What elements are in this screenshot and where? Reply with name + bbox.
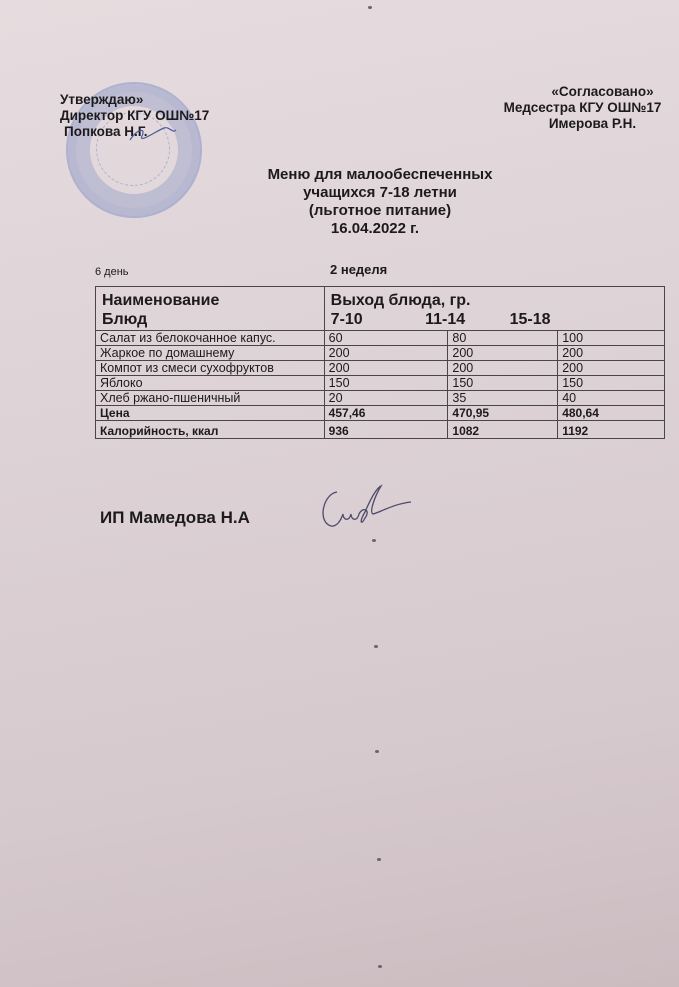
yield-11-14: 200: [448, 346, 558, 361]
yield-7-10: 200: [324, 361, 448, 376]
approval-line-2: Директор КГУ ОШ№17: [60, 108, 210, 123]
agreement-line-1: «Согласовано»: [551, 84, 654, 99]
yield-7-10: 200: [324, 346, 448, 361]
director-signature-icon: [128, 124, 178, 144]
yield-15-18: 40: [558, 391, 665, 406]
dish-name: Яблоко: [96, 376, 325, 391]
paper-dot: [377, 858, 381, 861]
paper-dot: [368, 6, 372, 9]
price-11-14: 470,95: [448, 406, 558, 421]
table-row: [96, 361, 665, 376]
paper-dot: [375, 750, 379, 753]
title-line-3: (льготное питание): [308, 202, 452, 219]
title-line-2: учащихся 7-18 летни: [303, 184, 457, 201]
yield-11-14: 200: [448, 361, 558, 376]
yield-15-18: 100: [558, 331, 665, 346]
paper-dot: [378, 965, 382, 968]
header-yield-cell: [324, 287, 664, 331]
yield-7-10: 150: [324, 376, 448, 391]
yield-15-18: 200: [558, 361, 665, 376]
menu-table: [95, 286, 665, 439]
yield-11-14: 80: [448, 331, 558, 346]
supplier-signature-icon: [315, 482, 415, 532]
yield-label: Выход блюда, гр.: [330, 292, 471, 309]
menu-title: [220, 166, 540, 238]
price-7-10: 457,46: [324, 406, 448, 421]
table-row: [96, 331, 665, 346]
header-name-cell: [96, 287, 325, 331]
age-group-15-18: 15-18: [509, 311, 551, 328]
calories-label: Калорийность, ккал: [96, 421, 325, 439]
agreement-line-3: Имерова Р.Н.: [548, 116, 637, 131]
yield-15-18: 200: [558, 346, 665, 361]
yield-11-14: 35: [448, 391, 558, 406]
yield-7-10: 20: [324, 391, 448, 406]
price-row: [96, 406, 665, 421]
agreement-block: [490, 84, 675, 132]
yield-7-10: 60: [324, 331, 448, 346]
dish-name: Хлеб ржано-пшеничный: [96, 391, 325, 406]
price-label: Цена: [96, 406, 325, 421]
paper-dot: [374, 645, 378, 648]
table-row: [96, 391, 665, 406]
header-name-line-1: Наименование: [102, 292, 220, 309]
week-label: 2 неделя: [330, 262, 388, 277]
approval-line-1: Утверждаю»: [60, 92, 144, 107]
age-groups: [331, 310, 658, 329]
table-row: [96, 376, 665, 391]
menu-date: 16.04.2022 г.: [330, 220, 420, 237]
calories-15-18: 1192: [558, 421, 665, 439]
calories-7-10: 936: [324, 421, 448, 439]
age-group-11-14: 11-14: [425, 311, 466, 328]
table-row: [96, 346, 665, 361]
dish-name: Компот из смеси сухофруктов: [96, 361, 325, 376]
approval-line-3: Попкова Н.Г.: [64, 124, 148, 139]
calories-row: [96, 421, 665, 439]
supplier-name: ИП Мамедова Н.А: [100, 508, 250, 527]
yield-11-14: 150: [448, 376, 558, 391]
agreement-line-2: Медсестра КГУ ОШ№17: [503, 100, 662, 115]
dish-name: Жаркое по домашнему: [96, 346, 325, 361]
header-name-line-2: Блюд: [102, 311, 148, 328]
calories-11-14: 1082: [448, 421, 558, 439]
day-label: 6 день: [95, 266, 129, 278]
title-line-1: Меню для малообеспеченных: [267, 166, 493, 183]
age-group-7-10: 7-10: [330, 311, 363, 328]
price-15-18: 480,64: [558, 406, 665, 421]
yield-15-18: 150: [558, 376, 665, 391]
dish-name: Салат из белокочанное капус.: [96, 331, 325, 346]
paper-dot: [372, 539, 376, 542]
table-header-row: [96, 287, 665, 331]
